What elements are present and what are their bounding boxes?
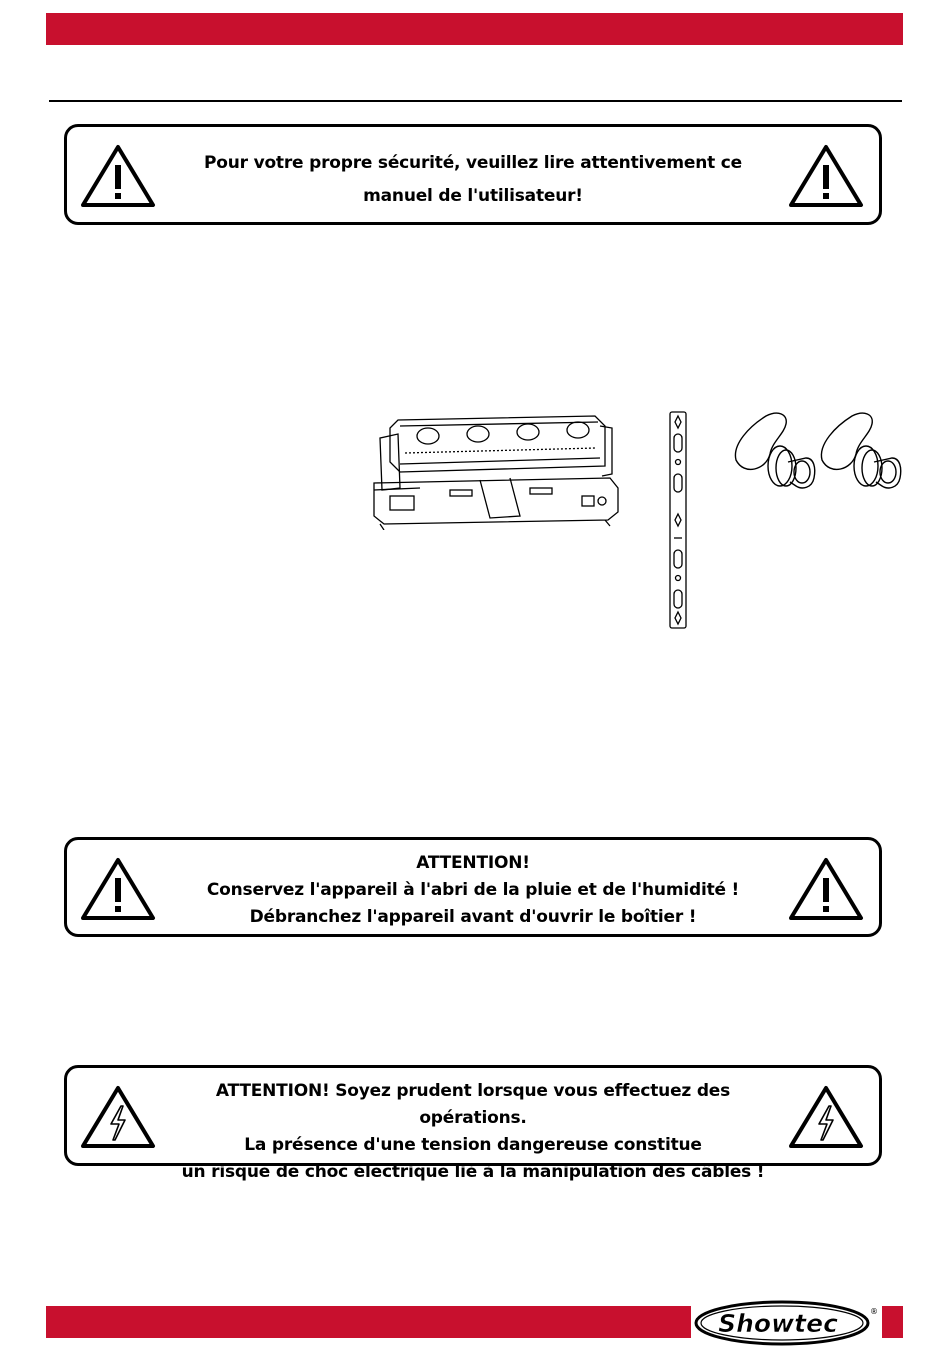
warning-electric-icon	[79, 1084, 157, 1150]
safety-notice-box	[64, 124, 882, 225]
attention-line-3: Débranchez l'appareil avant d'ouvrir le boîtier !	[249, 907, 697, 927]
mounting-bracket-drawing	[665, 410, 691, 632]
attention-line-2: Conservez l'appareil à l'abri de la pluie et de l'humidité !	[206, 880, 740, 900]
light-bar-fixture-drawing	[360, 408, 625, 530]
warning-exclamation-icon	[79, 856, 157, 922]
warning-exclamation-icon	[79, 143, 157, 209]
footer-bar-end	[882, 1306, 903, 1338]
electrical-line-3: un risque de choc électrique lié à la manipulation des câbles !	[181, 1162, 765, 1182]
attention-line-1: ATTENTION!	[416, 853, 530, 873]
safety-notice-text: Pour votre propre sécurité, veuillez lire attentivement ce manuel de l'utilisateur!	[204, 153, 742, 206]
footer-bar	[46, 1306, 691, 1338]
electrical-notice-box	[64, 1065, 882, 1182]
header-rule	[49, 100, 902, 102]
attention-notice-text	[167, 850, 779, 931]
warning-electric-icon	[787, 1084, 865, 1150]
electrical-line-2: La présence d'une tension dangereuse constitue	[244, 1135, 702, 1155]
quick-lock-fasteners-drawing	[730, 408, 905, 500]
header-bar	[46, 13, 903, 45]
electrical-notice-text	[167, 1078, 779, 1186]
showtec-logo	[694, 1300, 878, 1346]
warning-exclamation-icon	[787, 856, 865, 922]
electrical-line-1: ATTENTION! Soyez prudent lorsque vous effectuez des opérations.	[215, 1081, 731, 1128]
logo-brand-text: Showtec	[718, 1309, 838, 1338]
warning-exclamation-icon	[787, 143, 865, 209]
attention-notice-box	[64, 837, 882, 937]
logo-registered-mark: ®	[870, 1307, 878, 1316]
